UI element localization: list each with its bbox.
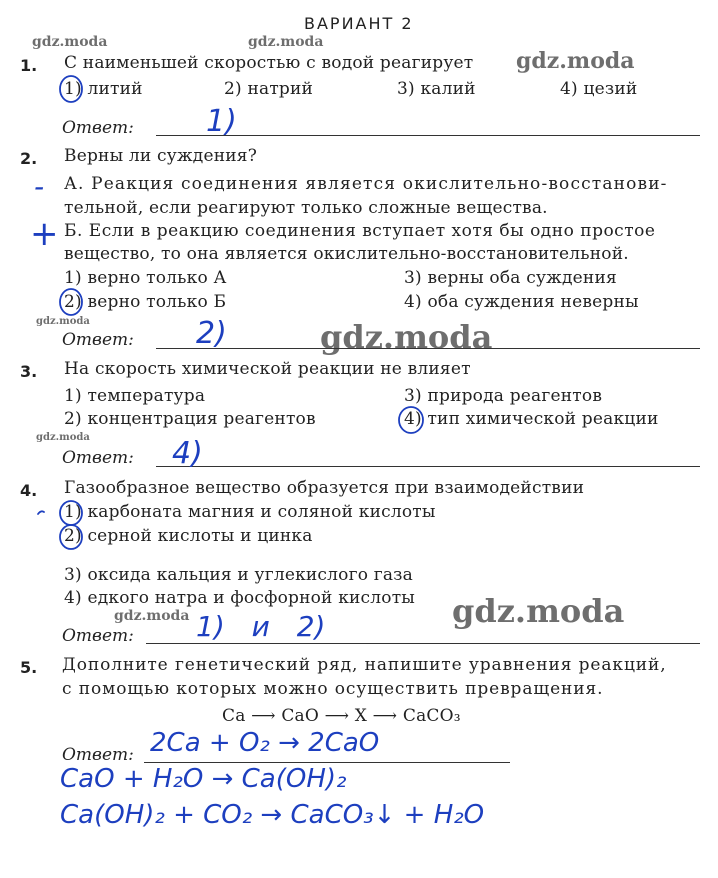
question-text: С наименьшей скоростью с водой реагирует <box>64 53 474 73</box>
option: 2) натрий <box>224 79 314 99</box>
handwritten-answer: 1) <box>206 104 237 139</box>
option: 3) калий <box>397 79 476 99</box>
option: 4) тип химической реакции <box>404 409 659 429</box>
question-number: 2. <box>20 149 38 168</box>
option: 3) оксида кальция и углекислого газа <box>64 565 413 585</box>
handwritten-mark: + <box>30 214 59 254</box>
option: 4) цезий <box>560 79 638 99</box>
watermark: gdz.moda <box>248 34 324 50</box>
answer-label: Ответ: <box>62 626 134 646</box>
option: 3) природа реагентов <box>404 386 603 406</box>
question-number: 1. <box>20 56 38 75</box>
statement-b: Б. Если в реакцию соединения вступает хотя бы одно простое <box>64 221 656 241</box>
question-text: с помощью которых можно осуществить превращения. <box>62 679 604 699</box>
question-text: Верны ли суждения? <box>64 146 258 166</box>
watermark: gdz.moda <box>320 318 493 356</box>
handwritten-answer: 2) <box>196 316 227 351</box>
handwritten-answer: 4) <box>172 436 203 471</box>
handwritten-tick <box>38 511 44 514</box>
answer-label: Ответ: <box>62 745 134 765</box>
question-number: 3. <box>20 362 38 381</box>
selection-circle <box>60 76 82 102</box>
option: 2) верно только Б <box>64 292 227 312</box>
selection-circle <box>60 525 82 549</box>
selection-circle <box>399 407 423 433</box>
question-number: 4. <box>20 481 38 500</box>
option: 1) карбоната магния и соляной кислоты <box>64 502 436 522</box>
option: 2) серной кислоты и цинка <box>64 526 313 546</box>
statement-b: вещество, то она является окислительно-восстановительной. <box>64 244 629 264</box>
statement-a: А. Реакция соединения является окислительно-восстанови- <box>64 174 668 194</box>
question-text: На скорость химической реакции не влияет <box>64 359 471 379</box>
selection-circle <box>60 289 82 315</box>
option: 1) литий <box>64 79 143 99</box>
handwritten-answer: 1) и 2) <box>196 610 326 643</box>
answer-label: Ответ: <box>62 448 134 468</box>
page-title: ВАРИАНТ 2 <box>304 14 414 33</box>
question-text: Дополните генетический ряд, напишите уравнения реакций, <box>62 655 667 675</box>
question-text: Газообразное вещество образуется при взаимодействии <box>64 478 585 498</box>
selection-circle <box>60 501 82 525</box>
watermark: gdz.moda <box>452 592 625 630</box>
watermark: gdz.moda <box>36 316 90 327</box>
statement-a: тельной, если реагируют только сложные вещества. <box>64 198 548 218</box>
option: 3) верны оба суждения <box>404 268 617 288</box>
question-number: 5. <box>20 658 38 677</box>
reaction-scheme: Ca ⟶ CaO ⟶ X ⟶ CaCO₃ <box>222 706 461 726</box>
option: 1) верно только А <box>64 268 227 288</box>
watermark: gdz.moda <box>516 48 635 74</box>
option: 2) концентрация реагентов <box>64 409 316 429</box>
handwritten-equation: CaO + H₂O → Ca(OH)₂ <box>60 764 347 794</box>
handwritten-mark: - <box>34 170 45 203</box>
watermark: gdz.moda <box>114 608 190 624</box>
handwritten-equation: 2Ca + O₂ → 2CaO <box>150 728 380 758</box>
watermark: gdz.moda <box>32 34 108 50</box>
option: 1) температура <box>64 386 206 406</box>
handwritten-equation: Ca(OH)₂ + CO₂ → CaCO₃↓ + H₂O <box>60 800 485 830</box>
answer-label: Ответ: <box>62 118 134 138</box>
watermark: gdz.moda <box>36 432 90 443</box>
option: 4) оба суждения неверны <box>404 292 639 312</box>
answer-label: Ответ: <box>62 330 134 350</box>
option: 4) едкого натра и фосфорной кислоты <box>64 588 416 608</box>
